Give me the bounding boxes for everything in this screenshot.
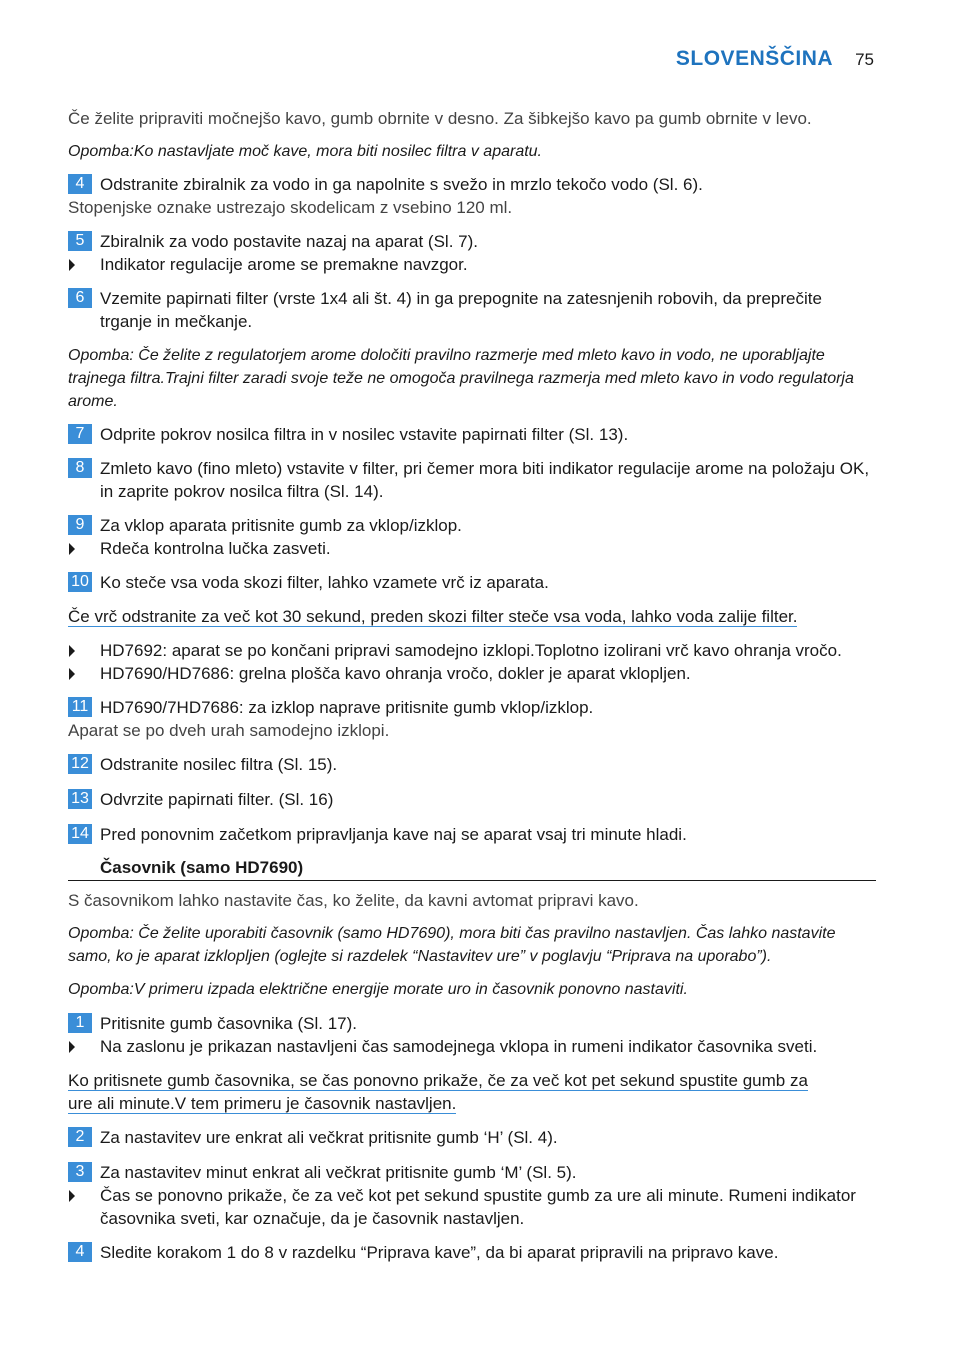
- bullet-text: Indikator regulacije arome se premakne navzgor.: [100, 255, 468, 274]
- timer-step-1: [68, 1012, 876, 1035]
- step-text: Zmleto kavo (fino mleto) vstavite v filter, pri čemer mora biti indikator regulacije arome na položaju OK, in zaprite pokrov nosilca filtra (Sl. 14).: [100, 459, 870, 501]
- note-power-failure: Opomba:V primeru izpada električne energije morate uro in časovnik ponovno nastaviti.: [68, 981, 688, 998]
- warning-jug: [68, 605, 876, 628]
- note-permanent-filter: Opomba: Če želite z regulatorjem arome določiti pravilno razmerje med mleto kavo in vodo, ne uporabljajte trajnega filtra.Trajni filter zaradi svoje teže ne omogoča pravilnega razmerja med mleto kavo in vodo regulatorja arome.: [68, 347, 854, 410]
- step-13: [68, 788, 876, 811]
- section-title: Časovnik (samo HD7690): [100, 858, 304, 877]
- step-8: [68, 457, 876, 503]
- warning-text-line-2: ure ali minute.V tem primeru je časovnik nastavljen.: [68, 1094, 457, 1113]
- model-description: : grelna plošča kavo ohranja vročo, dokler je aparat vklopljen.: [229, 664, 691, 683]
- step-12: [68, 753, 876, 776]
- note-timer: Opomba: Če želite uporabiti časovnik (samo HD7690), mora biti čas pravilno nastavljen. Čas lahko nastavite samo, ko je aparat izklopljen (oglejte si razdelek “Nastavitev ure” v poglavju “Priprava na uporabo”).: [68, 925, 836, 965]
- page-number: 75: [855, 50, 874, 69]
- step-number: 8: [68, 458, 92, 478]
- warning-text-line-1: Ko pritisnete gumb časovnika, se čas ponovno prikaže, če za več kot pet sekund spustite gumb za: [68, 1071, 808, 1090]
- step-number: 5: [68, 231, 92, 251]
- model-name: HD7690/HD7686: [100, 664, 230, 683]
- step-number: 3: [68, 1162, 92, 1182]
- warning-line-1: [68, 1069, 876, 1092]
- model-name: HD7690/7HD7686: [100, 698, 239, 717]
- note-strength: Opomba:Ko nastavljate moč kave, mora biti nosilec filtra v aparatu.: [68, 143, 542, 160]
- step-text: Odstranite zbiralnik za vodo in ga napolnite s svežo in mrzlo tekočo vodo (Sl. 6).: [100, 175, 703, 194]
- bullet-text: [100, 662, 876, 685]
- step-text: Vzemite papirnati filter (vrste 1x4 ali št. 4) in ga prepognite na zatesnjenih robovih, da preprečite trganje in mečkanje.: [100, 289, 822, 331]
- intro-text: Če želite pripraviti močnejšo kavo, gumb obrnite v desno. Za šibkejšo kavo pa gumb obrnite v levo.: [68, 109, 812, 128]
- step-11: [68, 696, 876, 719]
- step-text: Sledite korakom 1 do 8 v razdelku “Priprava kave”, da bi aparat pripravili na pripravo kave.: [100, 1243, 779, 1262]
- timer-step-3: [68, 1161, 876, 1184]
- step-number: 4: [68, 1242, 92, 1262]
- bullet-arrow-icon: [68, 537, 92, 560]
- step-4: [68, 173, 876, 196]
- model-description: : za izklop naprave pritisnite gumb vklop/izklop.: [238, 698, 594, 717]
- step-text: Odstranite nosilec filtra (Sl. 15).: [100, 755, 338, 774]
- page-body: [68, 107, 876, 1264]
- step-11-sub: Aparat se po dveh urah samodejno izklopi.: [68, 721, 390, 740]
- warning-line-2: [68, 1092, 876, 1115]
- step-text: Za nastavitev ure enkrat ali večkrat pritisnite gumb ‘H’ (Sl. 4).: [100, 1128, 558, 1147]
- timer-step-2: [68, 1126, 876, 1149]
- step-6: [68, 287, 876, 333]
- step-number: 13: [68, 789, 92, 809]
- bullet-text: [100, 639, 876, 662]
- step-text: Za vklop aparata pritisnite gumb za vklop/izklop.: [100, 516, 462, 535]
- step-text: Za nastavitev minut enkrat ali večkrat pritisnite gumb ‘M’ (Sl. 5).: [100, 1163, 577, 1182]
- step-number: 10: [68, 572, 92, 592]
- step-5-bullet: [68, 253, 876, 276]
- step-number: 11: [68, 697, 92, 717]
- timer-step-4: [68, 1241, 876, 1264]
- step-number: 12: [68, 754, 92, 774]
- step-text: Pritisnite gumb časovnika (Sl. 17).: [100, 1014, 357, 1033]
- step-number: 4: [68, 174, 92, 194]
- step-number: 7: [68, 424, 92, 444]
- step-5: [68, 230, 876, 253]
- step-text: Odprite pokrov nosilca filtra in v nosilec vstavite papirnati filter (Sl. 13).: [100, 425, 629, 444]
- step-text: Zbiralnik za vodo postavite nazaj na aparat (Sl. 7).: [100, 232, 478, 251]
- bullet-text: Rdeča kontrolna lučka zasveti.: [100, 539, 331, 558]
- step-4-sub: Stopenjske oznake ustrezajo skodelicam z vsebino 120 ml.: [68, 198, 513, 217]
- step-9: [68, 514, 876, 537]
- bullet-hd7692: [68, 639, 876, 662]
- step-number: 6: [68, 288, 92, 308]
- step-text: Ko steče vsa voda skozi filter, lahko vzamete vrč iz aparata.: [100, 573, 549, 592]
- step-14: [68, 823, 876, 846]
- bullet-arrow-icon: [68, 1184, 92, 1207]
- bullet-arrow-icon: [68, 639, 92, 662]
- step-number: 9: [68, 515, 92, 535]
- step-number: 2: [68, 1127, 92, 1147]
- warning-timer: [68, 1069, 876, 1115]
- step-number: 14: [68, 824, 92, 844]
- bullet-arrow-icon: [68, 1035, 92, 1058]
- step-10: [68, 571, 876, 594]
- step-9-bullet: [68, 537, 876, 560]
- step-text: Odvrzite papirnati filter. (Sl. 16): [100, 790, 334, 809]
- language-title: SLOVENŠČINA: [675, 47, 834, 70]
- page-header: [676, 47, 874, 73]
- timer-step-1-bullet: [68, 1035, 876, 1058]
- section-heading-timer: [68, 856, 876, 881]
- bullet-arrow-icon: [68, 253, 92, 276]
- model-name: HD7692: [100, 641, 163, 660]
- bullet-text: Na zaslonu je prikazan nastavljeni čas samodejnega vklopa in rumeni indikator časovnika sveti.: [100, 1037, 818, 1056]
- bullet-text: Čas se ponovno prikaže, če za več kot pet sekund spustite gumb za ure ali minute. Rumeni indikator časovnika sveti, kar označuje, da je časovnik nastavljen.: [100, 1186, 856, 1228]
- step-text: Pred ponovnim začetkom pripravljanja kave naj se aparat vsaj tri minute hladi.: [100, 825, 687, 844]
- timer-step-3-bullet: [68, 1184, 876, 1230]
- model-description: : aparat se po končani pripravi samodejno izklopi.Toplotno izolirani vrč kavo ohranja vročo.: [162, 641, 842, 660]
- warning-text: Če vrč odstranite za več kot 30 sekund, preden skozi filter steče vsa voda, lahko voda zalije filter.: [68, 607, 798, 626]
- step-number: 1: [68, 1013, 92, 1033]
- bullet-hd7690: [68, 662, 876, 685]
- timer-intro: S časovnikom lahko nastavite čas, ko želite, da kavni avtomat pripravi kavo.: [68, 891, 639, 910]
- step-7: [68, 423, 876, 446]
- bullet-arrow-icon: [68, 662, 92, 685]
- step-text: [100, 696, 876, 719]
